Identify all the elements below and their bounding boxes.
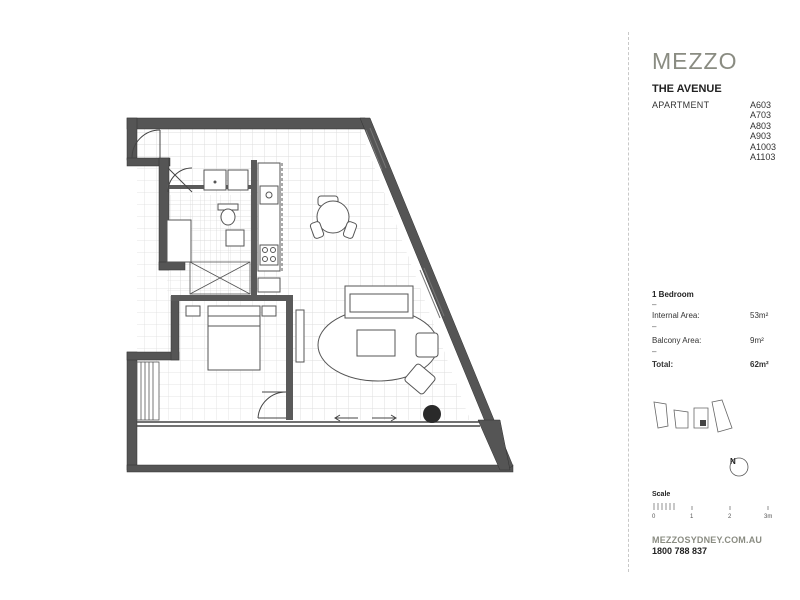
balcony-door <box>137 422 480 426</box>
total-label: Total: <box>652 360 674 369</box>
brand-logo: MEZZO <box>652 48 738 74</box>
unit-number: A1103 <box>750 152 776 163</box>
scale-tick: 0 <box>652 514 656 520</box>
apartment-type: 1 Bedroom <box>652 290 694 299</box>
laundry <box>204 170 226 190</box>
balcony <box>137 426 505 465</box>
unit-number: A903 <box>750 131 772 142</box>
unit-number: A1003 <box>750 141 777 152</box>
compass-letter: N <box>730 457 736 466</box>
area-value: 9m² <box>750 336 764 345</box>
balcony-area-row <box>652 336 782 345</box>
separator: – <box>652 322 657 331</box>
area-label: Balcony Area: <box>652 336 702 345</box>
plant-pot <box>423 405 441 423</box>
building-name: THE AVENUE <box>652 83 722 95</box>
unit-number: A703 <box>750 110 772 121</box>
kitchen <box>258 163 282 271</box>
unit-list <box>750 100 776 162</box>
scale-label: Scale <box>652 491 671 498</box>
separator: – <box>652 300 657 309</box>
info-panel <box>652 0 800 600</box>
apartment-label: APARTMENT <box>652 100 710 110</box>
north-compass <box>728 452 750 482</box>
scale-bar <box>652 500 782 522</box>
area-label: Internal Area: <box>652 311 700 320</box>
total-area-row <box>652 360 782 369</box>
unit-number: A803 <box>750 120 772 131</box>
scale-tick: 1 <box>690 514 694 520</box>
unit-number: A603 <box>750 100 772 110</box>
total-value: 62m² <box>750 360 769 369</box>
area-value: 53m² <box>750 311 769 320</box>
fridge <box>258 278 280 292</box>
basin <box>226 230 244 246</box>
vanity <box>167 220 191 262</box>
scale-tick: 3m <box>764 514 773 520</box>
panel-divider <box>628 32 629 572</box>
separator: – <box>652 347 657 356</box>
internal-area-row <box>652 311 782 320</box>
key-plan <box>652 398 748 438</box>
phone-number[interactable]: 1800 788 837 <box>652 546 708 556</box>
scale-tick: 2 <box>728 514 732 520</box>
wardrobe <box>137 362 159 420</box>
website-link[interactable]: MEZZOSYDNEY.COM.AU <box>652 535 763 545</box>
